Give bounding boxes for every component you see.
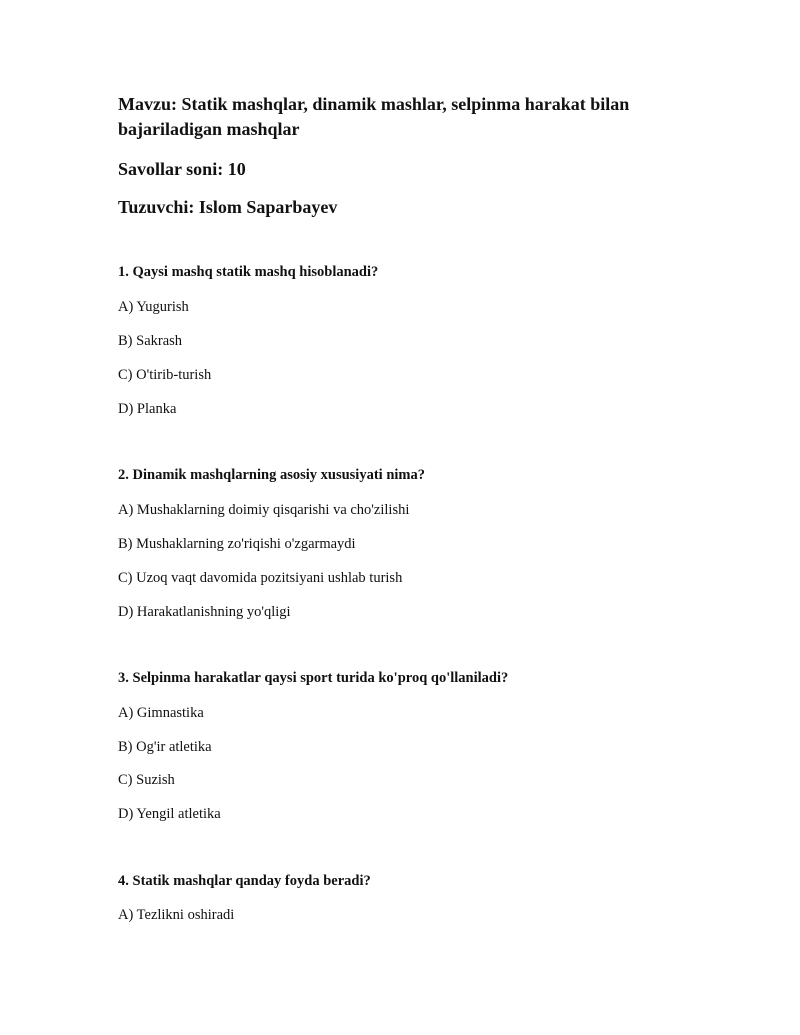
answer-option-c: C) Uzoq vaqt davomida pozitsiyani ushlab turish (118, 570, 403, 586)
answer-option-d: D) Yengil atletika (118, 806, 221, 822)
answer-option-c: C) O'tirib-turish (118, 367, 212, 383)
question-count: Savollar soni: 10 (118, 159, 246, 179)
question-3 (118, 668, 718, 822)
answer-option-a: A) Mushaklarning doimiy qisqarishi va cho'zilishi (118, 502, 410, 518)
document-header (118, 92, 678, 220)
question-text: 1. Qaysi mashq statik mashq hisoblanadi? (118, 264, 379, 280)
answer-option-a: A) Yugurish (118, 299, 189, 315)
question-1 (118, 262, 718, 417)
question-2 (118, 465, 718, 620)
answer-option-b: B) Sakrash (118, 333, 183, 349)
answer-option-a: A) Gimnastika (118, 705, 204, 721)
answer-option-b: B) Mushaklarning zo'riqishi o'zgarmaydi (118, 536, 356, 552)
answer-option-b: B) Og'ir atletika (118, 739, 212, 755)
question-4 (118, 871, 718, 923)
answer-option-d: D) Planka (118, 401, 177, 417)
answer-option-d: D) Harakatlanishning yo'qligi (118, 604, 291, 620)
author-line: Tuzuvchi: Islom Saparbayev (118, 197, 338, 217)
answer-option-c: C) Suzish (118, 772, 175, 788)
question-text: 2. Dinamik mashqlarning asosiy xususiyati nima? (118, 467, 425, 483)
answer-option-a: A) Tezlikni oshiradi (118, 907, 235, 923)
question-text: 4. Statik mashqlar qanday foyda beradi? (118, 873, 371, 889)
question-text: 3. Selpinma harakatlar qaysi sport turida ko'proq qo'llaniladi? (118, 670, 509, 686)
topic-title: Mavzu: Statik mashqlar, dinamik mashlar, selpinma harakat bilan bajariladigan mashqlar (118, 94, 630, 139)
